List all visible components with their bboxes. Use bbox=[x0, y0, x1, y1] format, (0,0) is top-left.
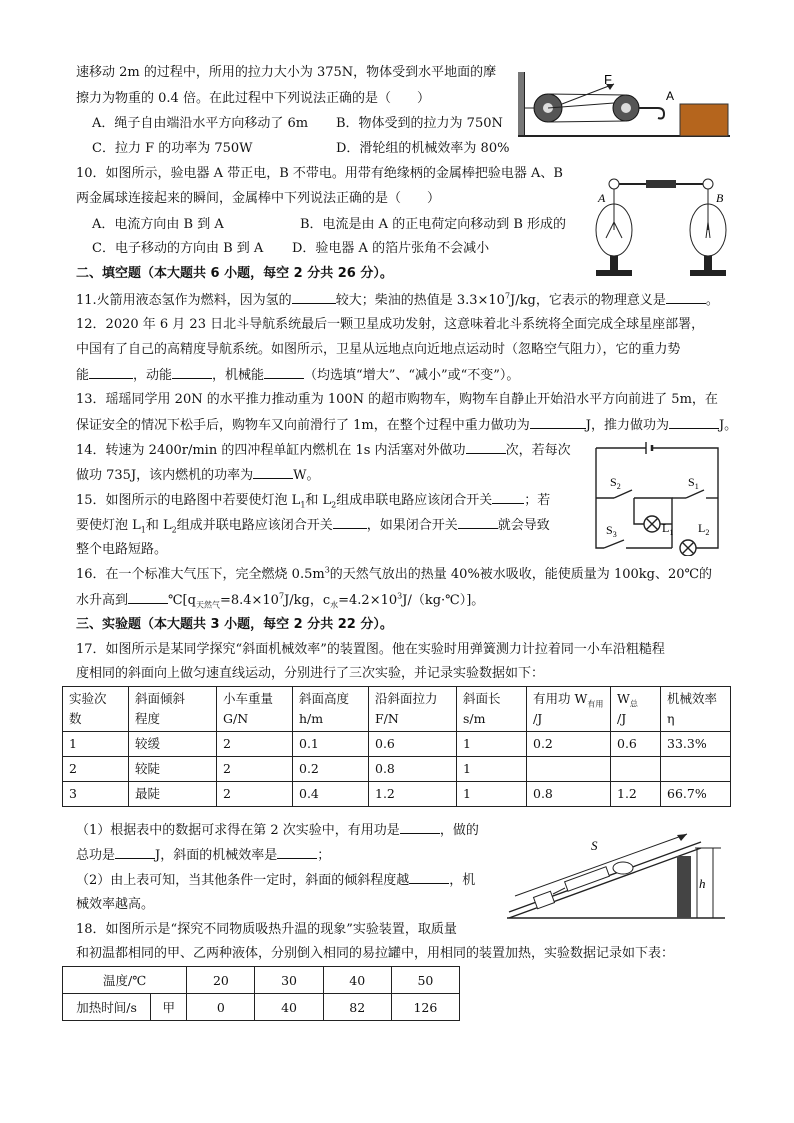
q17-line2: 度相同的斜面向上做匀速直线运动，分别进行了三次实验，并记录实验数据如下： bbox=[76, 666, 545, 681]
q9-line1: 速移动 2m 的过程中，所用的拉力大小为 375N，物体受到水平地面的摩 bbox=[76, 65, 497, 80]
q9-line2: 擦力为物重的 0.4 倍。在此过程中下列说法正确的是（ ） bbox=[76, 91, 430, 106]
header-trial: 实验次 数 bbox=[63, 687, 129, 732]
q10-line2: 两金属球连接起来的瞬间，金属棒中下列说法正确的是（ ） bbox=[76, 191, 441, 206]
q9-option-b: B．物体受到的拉力为 750N bbox=[336, 116, 503, 131]
table-row: 1 较缓 2 0.1 0.6 1 0.2 0.6 33.3% bbox=[63, 732, 731, 757]
q10-option-b: B．电流是由 A 的正电荷定向移动到 B 形成的 bbox=[300, 217, 567, 232]
table-row: 2 较陡 2 0.2 0.8 1 bbox=[63, 757, 731, 782]
q10-option-c: C．电子移动的方向由 B 到 A bbox=[92, 241, 264, 256]
q10-option-d: D．验电器 A 的箔片张角不会减小 bbox=[292, 241, 490, 256]
q9-option-a: A．绳子自由端沿水平方向移动了 6m bbox=[92, 116, 309, 131]
header-height: 斜面高度 h/m bbox=[293, 687, 369, 732]
q12-line2: 中国有了自己的高精度导航系统。如图所示，卫星从远地点向近地点运动时（忽略空气阻力），它的重力势 bbox=[76, 342, 681, 357]
table-row: 加热时间/s 甲 0 40 82 126 bbox=[63, 994, 460, 1021]
q10-line1: 10．如图所示，验电器 A 带正电，B 不带电。用带有绝缘柄的金属棒把验电器 A、B bbox=[76, 166, 563, 181]
svg-text:L1: $L_1$ bbox=[662, 521, 674, 537]
height-label: h bbox=[699, 876, 706, 891]
incline-data-table bbox=[62, 686, 731, 807]
q14-line1: 14．转速为 2400r/min 的四冲程单缸内燃机在 1s 内活塞对外做功 次，若每次 bbox=[76, 443, 571, 458]
q17-part1-line1: （1）根据表中的数据可求得在第 2 次实验中，有用功是 ，做的 bbox=[76, 823, 479, 838]
q18-line2: 和初温都相同的甲、乙两种液体，分别倒入相同的易拉罐中，用相同的装置加热，实验数据记录如下表： bbox=[76, 946, 675, 961]
q9-option-c: C．拉力 F 的功率为 750W bbox=[92, 141, 253, 156]
svg-text:S1: $S_1$ bbox=[688, 475, 699, 491]
circuit-figure bbox=[590, 440, 726, 556]
section-experiment-heading: 三、实验题（本大题共 3 小题，每空 2 分共 22 分）。 bbox=[76, 617, 393, 632]
table-header-row bbox=[63, 687, 731, 732]
svg-text:S2: $S_2$ bbox=[610, 475, 621, 491]
pulley-figure bbox=[518, 70, 730, 140]
q17-line1: 17．如图所示是某同学探究“斜面机械效率”的装置图。他在实验时用弹簧测力计拉着同一小车沿粗糙程 bbox=[76, 642, 665, 657]
header-weight: 小车重量 G/N bbox=[217, 687, 293, 732]
header-pull: 沿斜面拉力 F/N bbox=[369, 687, 457, 732]
section-fill-in-heading: 二、填空题（本大题共 6 小题，每空 2 分共 26 分）。 bbox=[76, 266, 393, 281]
length-label: S bbox=[591, 838, 598, 853]
q12-line1: 12．2020 年 6 月 23 日北斗导航系统最后一颗卫星成功发射，这意味着北斗系统将全面完成全球星座部署， bbox=[76, 317, 705, 332]
q17-part2-line2: 械效率越高。 bbox=[76, 897, 155, 912]
q14-line2: 做功 735J，该内燃机的功率为 W。 bbox=[76, 468, 320, 483]
header-total-work: $W_总$ /J bbox=[611, 687, 661, 732]
q15-line1: 15．如图所示的电路图中若要使灯泡 $L_1$和 $L_2$组成串联电路应该闭合开关 ；若 bbox=[76, 493, 551, 510]
svg-text:S3: $S_3$ bbox=[606, 523, 617, 539]
q15-line3: 整个电路短路。 bbox=[76, 542, 168, 557]
q17-part1-line2: 总功是 J，斜面的机械效率是 ； bbox=[76, 848, 331, 863]
heating-data-table bbox=[62, 966, 460, 1021]
incline-figure bbox=[505, 826, 727, 924]
q13-line1: 13．瑶瑶同学用 20N 的水平推力推动重为 100N 的超市购物车，购物车自静止开始沿水平方向前进了 5m，在 bbox=[76, 392, 718, 407]
header-incline: 斜面倾斜 程度 bbox=[129, 687, 217, 732]
q18-line1: 18．如图所示是“探究不同物质吸热升温的现象”实验装置，取质量 bbox=[76, 922, 457, 937]
q9-option-d: D．滑轮组的机械效率为 80% bbox=[336, 141, 510, 156]
q16-line2: 水升高到 $℃[q_{天然气}=8.4\times 10^7J/kg$，$c_水=4.2\times 10^3J/(kg\cdot℃)$]。 bbox=[76, 591, 485, 610]
q16-line1: 16．在一个标准大气压下，完全燃烧 $0.5m^3$的天然气放出的热量 40%被水吸收，能使质量为 100kg、20℃的 bbox=[76, 565, 713, 582]
q11: 11.火箭用液态氢作为燃料，因为氢的 较大；柴油的热值是 $3.3\times 10^7J/kg$，它表示的物理意义是 。 bbox=[76, 291, 719, 308]
electroscope-b-label: B bbox=[716, 191, 724, 205]
q17-part2-line1: （2）由上表可知，当其他条件一定时，斜面的倾斜程度越 ，机 bbox=[76, 873, 476, 888]
q12-line3: 能 ，动能 ，机械能 （均选填“增大”、“减小”或“不变”）。 bbox=[76, 368, 520, 383]
q10-option-a: A．电流方向由 B 到 A bbox=[92, 217, 224, 232]
force-label: F bbox=[604, 72, 612, 87]
q15-line2: 要使灯泡 $L_1$和 $L_2$组成并联电路应该闭合开关 ，如果闭合开关 就会导致 bbox=[76, 518, 550, 535]
electroscope-figure bbox=[592, 170, 732, 282]
table-row: 3 最陡 2 0.4 1.2 1 0.8 1.2 66.7% bbox=[63, 782, 731, 807]
header-efficiency: 机械效率 η bbox=[661, 687, 731, 732]
electroscope-a-label: A bbox=[598, 191, 606, 205]
table-row: 温度/℃ 20 30 40 50 bbox=[63, 967, 460, 994]
svg-text:L2: $L_2$ bbox=[698, 521, 710, 537]
block-label: A bbox=[666, 89, 675, 103]
header-length: 斜面长 s/m bbox=[457, 687, 527, 732]
header-useful-work: 有用功 $W_{有用}$ /J bbox=[527, 687, 611, 732]
q13-line2: 保证安全的情况下松手后，购物车又向前滑行了 1m，在整个过程中重力做功为 J，推力做功为 J。 bbox=[76, 418, 738, 433]
